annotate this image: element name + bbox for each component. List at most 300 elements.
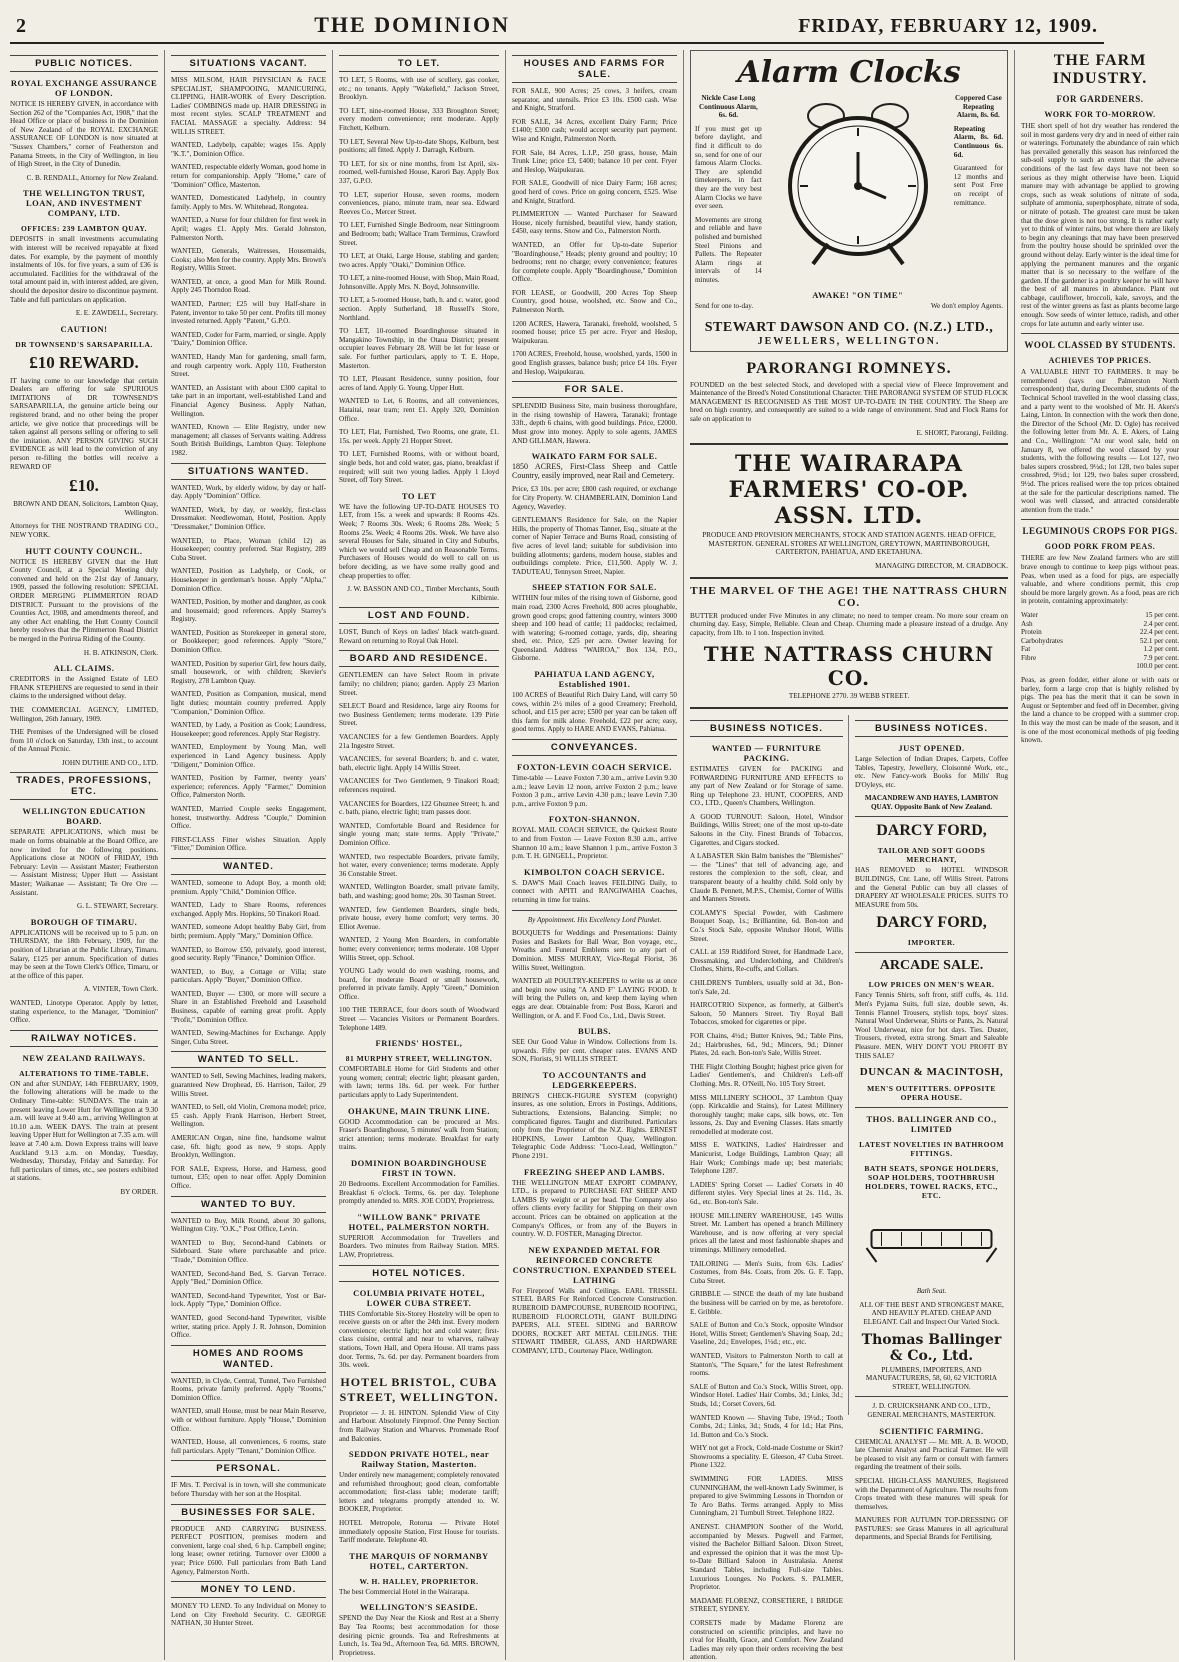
ad-body: MANURES FOR AUTUMN TOP-DRESSING OF PASTURES: see Grass Manures in all agricultural departments, and Special Brands for Fertilising. bbox=[855, 1516, 1008, 1542]
article-body: A VALUABLE HINT TO FARMERS. It may be remembered (says our Palmerston North correspondent) that, during December, students of the Technical School travelled in the wool classing class, and a party went to the woolshed of Mr. H. Akers's Laing, Linton. In connection with the work then done, the Director of the School (Mr. D. Ogle) has received the following letter from Mr. A. E. Akers, of Laing and Co., Wellington: "At our wool sale, held on January 8, we offered the wool classed by your students, with the following results — Lot 127, two bales supers crossbred, 9½d.; lot 128, two bales super crossbred, 9½d.; lot 129, two bales super crossbred, 9½d. The prices realised were the top prices obtained at the sale for the particular descriptions named. The wool was well classed, and attracted considerable attention from the trade." bbox=[1021, 368, 1179, 514]
classified-ad: WANTED, Lady to Share Rooms, references exchanged. Apply Mrs. Hopkins, 50 Tinakori Road. bbox=[171, 901, 326, 918]
alarm-guarantee: Guaranteed for 12 months and sent Post Free on receipt of remittance. bbox=[953, 164, 1003, 207]
divider bbox=[512, 910, 677, 911]
classified-ad: WANTED, Partner; £25 will buy Half-share in Patent, inventor to take 50 per cent. Profits till money invested returned. Apply "Patent," G.P.O. bbox=[171, 300, 326, 326]
classified-ad: 1700 ACRES, Freehold, house, woolshed, yards, 1500 in good English grasses, balance bush; price £4 10s. Fryer and Heslop, Waipukurau. bbox=[512, 350, 677, 376]
classified-ad: TO LET, 5 Rooms, with use of scullery, gas cooker, etc.; no tenants. Apply "Wakefield," Jackson Street, Brooklyn. bbox=[339, 76, 499, 102]
classified-ad: WANTED, Position by superior Girl, few hours daily, small housework, or with children; Skevier's Registry, 278 Lambton Quay. bbox=[171, 659, 326, 685]
section-heading: SITUATIONS VACANT. bbox=[171, 55, 326, 72]
classified-ad: WANTED, Domesticated Ladyhelp, in country family. Apply to Mrs. W. Whitehead, Rongotea. bbox=[171, 194, 326, 211]
classified-ad: FOR SALE, 34 Acres, excellent Dairy Farm; Price £1400; £300 cash; would accept security part payment. Wise and Knight, Palmerston North. bbox=[512, 117, 677, 143]
article-body: THE short spell of hot dry weather has rendered the soil in most gardens very dry and in need of either rain or waterings. Fortunately the abundance of rain which has prevailed generally this season has reinforced the sub-soil supply to such an extent that the adverse conditions of the last few days have not been so serious as they might otherwise have been. Liquid manure may with advantage be applied to growing crops, such as weak solutions of nitrate of soda, sulphate of ammonia, superphosphate, nitrate of soda, or nitrate of potash. The greatest care must be taken that the dose given is not too strong. It is rather early yet to think of winter rains, but where there are likely to begin any cleanings that may have been preserved from the poultry house should be sprinkled over the ground without delay. Early winter is the ideal time for applying the permanent manures and the organic matter that is so necessary to the welfare of the garden. If the gardener is a poultry keeper he will have the best of all manures in abundance. Plant out cabbage, cauliflower, broccoli, kale, savoys, and the rest of the winter greens as fast as plants become large enough. Sow seeds of winter lettuce, radish, and other crops for late autumn and early winter use. bbox=[1021, 122, 1179, 328]
section-heading: SITUATIONS WANTED. bbox=[171, 463, 326, 480]
buy-list bbox=[171, 1217, 326, 1340]
classified-ad: FOR Chains, 4½d.; Butter Knives, 9d.; Table Pins, 2d.; Hairbrushes, 6d., 9d.; Mincers, 9d.; Dinner Plates, 2d. each. Bon-ton's Sale, Willis Street. bbox=[690, 1031, 843, 1058]
ad-signature: JOHN DUTHIE AND CO., LTD. bbox=[61, 758, 158, 767]
alarm-right-text bbox=[954, 94, 1003, 212]
ad-signature: J. W. BASSON AND CO., Timber Merchants, South Kilbirnie. bbox=[347, 585, 499, 602]
classified-ad: YOUNG Lady would do own washing, rooms, and board, for moderate Board or small housework, preferred in private family. Apply "Green," Dominion Office. bbox=[339, 967, 499, 1001]
ad-signature: A. VINTER, Town Clerk. bbox=[83, 985, 158, 994]
section-heading: MONEY TO LEND. bbox=[171, 1581, 326, 1598]
ad-title: THE WELLINGTON TRUST, LOAN, AND INVESTMENT COMPANY, LTD. bbox=[22, 188, 146, 219]
ad-body: MONEY TO LEND. To any Individual on Money to Lend on City Freehold Security. C. GEORGE NATHAN, 30 Hunter Street. bbox=[171, 1602, 326, 1628]
ad-body: IF Mrs. T. Percival is in town, will she communicate before Thursday with her son at the Hospital. bbox=[171, 1481, 326, 1499]
ad-body: THE WELLINGTON MEAT EXPORT COMPANY, LTD., is prepared to PURCHASE FAT SHEEP AND LAMBS By weight or at per head. The Company also offers clients every facility for Shipping on their own account. Prices can be obtained on application at the Company's Offices, or from any of the Buyers in country. W. D. FOSTER, Managing Director. bbox=[512, 1178, 677, 1239]
wairarapa-sign: MANAGING DIRECTOR, M. CRADBOCK. bbox=[875, 561, 1008, 570]
classified-ad: WANTED, Position by Farmer, twenty years' experience; references. Apply "Farmer," Dominion Office, Palmerston North. bbox=[171, 774, 326, 800]
classified-ad: WANTED, to Sell, old Violin, Cremona model; price, £5 cash. Apply Frank Harrison, Herbert Street, Wellington. bbox=[171, 1103, 326, 1129]
alarm-right-price: Coppered Case Repeating Alarm, 8s. 6d. bbox=[954, 94, 1002, 120]
nattrass-name: THE NATTRASS CHURN CO. bbox=[703, 642, 995, 691]
ad-subtitle: IMPORTER. bbox=[907, 938, 956, 948]
ad-title: BULBS. bbox=[578, 1026, 611, 1037]
section-sub: LEGUMINOUS CROPS FOR PIGS. bbox=[1022, 526, 1178, 537]
alarm-clock-icon bbox=[768, 94, 948, 279]
classified-ad: WANTED, Work, by day, or weekly, first-class Dressmaker. Needlewoman, Hotel, Position. Apply "Dressmaker," Dominion Office. bbox=[171, 505, 326, 531]
classified-ad: CORSETS made by Madame Florenz are constructed on scientific principles, and have no rival for Health, Grace, and Comfort. New Zealand Ladies may rely upon their orders receiving the best attention. bbox=[690, 1618, 843, 1662]
classified-ad: THE Flight Clothing Bought; highest price given for Ladies' Gentlemen's, and Children's Left-off Clothing. Mrs. R. O'Neill, No. 105 Tory Street. bbox=[690, 1062, 843, 1088]
classified-ad: WANTED to Buy, Milk Round, about 30 gallons, Wellington City. "O.K.," Post Office, Levin. bbox=[171, 1216, 326, 1234]
analysis-row bbox=[1021, 654, 1179, 663]
section-sub: ACHIEVES TOP PRICES. bbox=[1048, 356, 1152, 366]
classified-ad: WANTED, in Clyde, Central, Tunnel, Two Furnished Rooms, private family preferred. Apply "Rooms," Dominion Office. bbox=[171, 1376, 326, 1402]
bath-seat-caption: Bath Seat. bbox=[916, 1287, 947, 1296]
ad-body: SUPERIOR Accommodation for Travellers and Boarders. Two minutes from Railway Station. MRS. LAW, Proprietress. bbox=[339, 1233, 499, 1259]
ad-body: 1850 ACRES, First-Class Sheep and Cattle Country, easily improved, near Rail and Cemetery. bbox=[512, 462, 677, 480]
masthead bbox=[10, 8, 1104, 44]
alarm-title: Alarm Clocks bbox=[737, 55, 961, 90]
parorangi-sign: E. SHORT, Parorangi, Feilding. bbox=[916, 428, 1008, 437]
classified-ad: WANTED, Second-hand Typewriter, Yost or Bar-lock. Apply "Type," Dominion Office. bbox=[171, 1291, 326, 1309]
ad-body: IT having come to our knowledge that certain Dealers are offering for sale SPURIOUS IMITATIONS of DR TOWNSEND'S SARSAPARILLA, the genuine article being our registered brand, and no other being the proper article, we give notice that proceedings will be taken against all persons selling or offering to sell the imitation. ANY PERSON GIVING SUCH EVIDENCE as will lead to the conviction of any person re-filling the bottles will receive a REWARD OF bbox=[10, 376, 158, 471]
ad-title: PAHIATUA LAND AGENCY, Established 1901. bbox=[534, 669, 655, 690]
section-heading: HOUSES AND FARMS FOR SALE. bbox=[512, 55, 677, 83]
ad-title: WELLINGTON'S SEASIDE. bbox=[359, 1602, 479, 1613]
ad-appointment: By Appointment. His Excellency Lord Plunket. bbox=[527, 915, 662, 924]
classified-ad: FOR SALE, Goodwill of nice Dairy Farm; 168 acres; good herd of cows. Price on going concern, £525. Wise and Knight, Stratford. bbox=[512, 179, 677, 205]
classified-ad: FOR LEASE, or Goodwill, 200 Acres Top Sheep Country, good house, woolshed, etc. Snow and Co., Palmerston North. bbox=[512, 288, 677, 315]
ad-signature: H. B. ATKINSON, Clerk. bbox=[83, 648, 158, 657]
ad-subtitle: BATH SEATS, SPONGE HOLDERS, SOAP HOLDERS, TOOTHBRUSH HOLDERS, TOWEL RACKS, ETC., ETC. bbox=[864, 1164, 999, 1201]
houses-list bbox=[512, 87, 677, 376]
ad-subtitle: 81 MURPHY STREET, WELLINGTON. bbox=[345, 1054, 493, 1064]
ad-signature: G. L. STEWART, Secretary. bbox=[77, 902, 158, 911]
classified-ad: WANTED, Employment by Young Man, well experienced in Land Agency business. Apply "Diligent," Dominion Office. bbox=[171, 743, 326, 769]
ad-body: SEE Our Good Value in Window. Collections from 1s. upwards. Fifty per cent. cheaper rates. EVANS AND SON, Florists, 91 WILLIS STREET. bbox=[512, 1038, 677, 1064]
issue-date: FRIDAY, FEBRUARY 12, 1909. bbox=[798, 15, 1098, 37]
ad-body: GENTLEMAN'S Residence for Sale, on the Napier Hills, the property of Thomas Tanner, Esq., situate at the corner of Napier Terrace and Burns Road, consisting of five acres of level land; suitable for subdivision into building allotments; gardens, modern house, stables and outbuildings complete. Price, £11,500. Apply W. J. TADUTEAU, Tennyson Street, Napier. bbox=[512, 516, 677, 576]
ad-title: HOTEL BRISTOL, CUBA STREET, WELLINGTON. bbox=[339, 1374, 499, 1404]
classified-ad: TO LET, nine-roomed House, 333 Broughton Street; every modern convenience; rent moderate. Apply Fitchett, Kelburn. bbox=[339, 106, 499, 132]
analysis-value: 2.4 per cent. bbox=[1143, 619, 1179, 628]
ad-body: Attorneys for THE NOSTRAND TRADING CO., NEW YORK. bbox=[10, 522, 158, 539]
classified-ad: GRIBBLE — SINCE the death of my late husband the business will be carried on by me, as heretofore. E. Gribble. bbox=[690, 1290, 843, 1316]
ad-title: WELLINGTON EDUCATION BOARD. bbox=[22, 806, 146, 827]
alarm-left-price: Nickle Case Long Continuous Alarm, 6s. 6d. bbox=[699, 94, 758, 120]
ad-body: MACANDREW AND HAYES, LAMBTON QUAY. Opposite Bank of New Zealand. bbox=[864, 794, 999, 811]
ad-body: CREDITORS in the Assigned Estate of LEO FRANK STEPHENS are requested to send in their claims to the undersigned without delay. bbox=[10, 675, 158, 701]
classified-ad: WANTED, Position as Storekeeper in general store, or Bookkeeper; good references. Apply "Store," Dominion Office. bbox=[171, 628, 326, 655]
divider bbox=[1021, 519, 1179, 520]
ad-subtitle: LATEST NOVELTIES IN BATHROOM FITTINGS. bbox=[859, 1140, 1004, 1159]
reward-heading: £10 REWARD. bbox=[29, 352, 139, 372]
ad-title: "WILLOW BANK" PRIVATE HOTEL, PALMERSTON NORTH. bbox=[348, 1211, 490, 1232]
alarm-send: Send for one to-day. bbox=[695, 302, 754, 310]
alarm-clocks-ad bbox=[690, 50, 1008, 352]
classified-ad: WANTED, an Offer for Up-to-date Superior "Boardinghouse," Heads; plenty ground and poultry; 10 bedrooms; rent no charge; every convenience; features for complete couple. Apply "Boardinghouse," Dominion Office. bbox=[512, 240, 677, 284]
ad-title: ROYAL EXCHANGE ASSURANCE OF LONDON. bbox=[10, 78, 158, 98]
classified-ad: WANTED, House, all conveniences, 6 rooms, state full particulars. Apply "Tenant," Dominion Office. bbox=[171, 1438, 326, 1455]
classified-ad: TO LET, a 5-roomed House, bath, h. and c. water, good section. Apply Sutherland, 18 Russell's Store, Northland. bbox=[339, 296, 499, 322]
classified-ad: TO LET, for six or nine months, from 1st April, six-roomed, well-furnished House, Karori Bay. Apply Box 337, G.P.O. bbox=[339, 159, 499, 185]
analysis-value: 1.2 per cent. bbox=[1143, 645, 1179, 654]
section-heading: HOMES AND ROOMS WANTED. bbox=[171, 1345, 326, 1373]
ad-title: HUTT COUNTY COUNCIL. bbox=[25, 545, 143, 556]
ad-body: WITHIN four miles of the rising town of Gisborne, good main road, 2300 Acres Freehold, 800 acres ploughable, grown good crops; good fattening country, winters 3000 sheep and 100 head of cattle; 11 paddocks; reclaimed, with watering; 6-roomed cottage, yards, dip, shearing shed, etc. Price, £25 per acre. Owner leaving for Queensland. Address "WAIROA," Box 134, P.O., Gisborne. bbox=[512, 594, 677, 663]
arcade-title: ARCADE SALE. bbox=[879, 958, 984, 974]
classified-ad: TO LET, Flat, Furnished, Two Rooms, one grate, £1. 15s. per week. Apply 21 Hopper Street. bbox=[339, 428, 499, 445]
section-sub: WOOL CLASSED BY STUDENTS. bbox=[1024, 340, 1176, 351]
classified-ad: WANTED, Handy Man for gardening, small farm, and rough carpentry work. Apply 110, Featherston Street. bbox=[171, 353, 326, 379]
classified-ad: SALE of Button and Co.'s Stock, Willis Street, opp. Windsor Hotel. Ladies' Hair Combs, 3d.; Links, 3d.; Studs, 1d.; Corset Covers, 6d. bbox=[690, 1382, 843, 1408]
analysis-item: Fibre bbox=[1021, 653, 1037, 662]
divider bbox=[855, 1107, 1008, 1108]
article-body: THERE are few New Zealand farmers who are still brave enough to continue to keep pigs without peas. Peas, when used as a food for pigs, are especially valuable, and where conditions permit, this crop should be more largely grown. As a food, peas are rich in protein, containing approximately: bbox=[1021, 554, 1179, 606]
analysis-row bbox=[1021, 620, 1179, 629]
ad-subtitle: TAILOR AND SOFT GOODS MERCHANT, bbox=[877, 846, 986, 865]
section-heading: PERSONAL. bbox=[171, 1460, 326, 1477]
column-5 bbox=[690, 715, 849, 1662]
column-4 bbox=[512, 50, 684, 1660]
analysis-item: Ash bbox=[1021, 619, 1033, 628]
classified-ad: WANTED, someone Adopt healthy Baby Girl, from birth; premium. Apply "Mary," Dominion Office. bbox=[171, 923, 326, 940]
classified-ad: WANTED, Known — Elite Registry, under new management; all classes of Servants waiting. Address South British Buildings, Lambton Quay. Telephone 1982. bbox=[171, 423, 326, 457]
column-7 bbox=[1021, 50, 1179, 1660]
ad-title: JUST OPENED. bbox=[898, 742, 965, 753]
ad-body: NOTICE IS HEREBY GIVEN, in accordance with Section 262 of the "Companies Act, 1908," that the Head Office or place of business in the Dominion of New Zealand of the ROYAL EXCHANGE ASSURANCE OF LONDON is now situated at "Sussex Chambers," corner of Featherston and Panama Streets, in the City of Wellington, in lieu of High Street, in the City of Dunedin. bbox=[10, 100, 158, 169]
nattrass-body: BUTTER produced under Five Minutes in any climate; no need to temper cream. No more sour cream on churning day. Easy, Simple, Reliable. Clean and Cheap. Churning made a pleasure instead of a drudge. Any capacity, from 1lb. to 1 ton. Inspection invited. bbox=[690, 611, 1008, 637]
analysis-item: Carbohydrates bbox=[1021, 636, 1063, 645]
ad-body: J. D. CRUICKSHANK AND CO., LTD., GENERAL MERCHANTS, MASTERTON. bbox=[867, 1402, 996, 1419]
classified-ad: LADIES' Spring Corset — Ladies' Corsets in 40 different styles. Very Special lines at 2s. 11d., 3s. 6d., etc. Bon-ton's Sale. bbox=[690, 1180, 843, 1207]
column-wide bbox=[690, 50, 1015, 1660]
page-number: 2 bbox=[16, 15, 26, 37]
ad-subtitle: LOW PRICES ON MEN'S WEAR. bbox=[868, 980, 995, 990]
ad-body: S. DAW'S Mail Coach leaves FEILDING Daily, to connect with APITI and RANGIWAHIA Coaches, returning in time for trains. bbox=[512, 878, 677, 904]
section-heading: BUSINESSES FOR SALE. bbox=[171, 1504, 326, 1521]
ad-body: COMFORTABLE Home for Girl Students and other young women; central; electric light; pleasant garden, with lawn; terms 18s. 6d. per week. For further particulars apply to Lady Superintendent. bbox=[339, 1065, 499, 1100]
farm-title: THE FARM INDUSTRY. bbox=[1052, 52, 1148, 87]
ad-body: ROYAL MAIL COACH SERVICE, the Quickest Route to and from Foxton — Leave Foxton 8.30 a.m., arrive Shannon 10 a.m.; leave Shannon 1 p.m., arrive Foxton 3 p.m. T. H. GINGELL, Proprietor. bbox=[512, 826, 677, 861]
ad-body: Fancy Tennis Shirts, soft front, stiff cuffs, 4s. 11d. Men's Pyjama Suits, full size, double sewn, 4s. Tennis Flannel Trousers, stylish tops, boys' sizes. Natural Wool Underwear, Shirts or Pants, 2s. Natural Wool Underwear, nice for hot days. Ties. Duster, Trousers, riveted, extra strong. Smart and Saleable Pleasure. MEN, WHY DON'T YOU PROFIT BY THIS SALE? bbox=[855, 991, 1008, 1060]
ad-body: HOTEL Metropole, Rotorua — Private Hotel immediately opposite Station, First House for tourists. Tariff moderate. Telephone 40. bbox=[339, 1519, 499, 1545]
classified-ad: MADAME FLORENZ, CORSETIERE, 1 BRIDGE STREET, SYDNEY. bbox=[690, 1596, 843, 1614]
section-sub: GOOD PORK FROM PEAS. bbox=[1044, 542, 1156, 552]
ad-signature: THE COMMERCIAL AGENCY, LIMITED, Wellington, 26th January, 1909. bbox=[10, 705, 158, 723]
ad-body: WANTED, Linotype Operator. Apply by letter, stating experience, to the Manager, "Dominion" Office. bbox=[10, 998, 158, 1025]
classified-ad: WANTED, a Nurse for four children for first week in April; wages £1. Apply Mrs. Gerald Johnston, Palmerston North. bbox=[171, 216, 326, 242]
classified-ad: WANTED, to Buy, a Cottage or Villa; state particulars. Apply "Buyer," Dominion Office. bbox=[171, 967, 326, 985]
classified-ad: WANTED, someone to Adopt Boy, a month old; premium. Apply "Child," Dominion Office. bbox=[171, 878, 326, 896]
section-heading: HOTEL NOTICES. bbox=[339, 1265, 499, 1282]
divider bbox=[690, 443, 1008, 445]
ad-title: TO LET bbox=[401, 490, 437, 501]
classified-ad: FOR SALE, Express, Horse, and Harness, good turnout, £35; open to near offer. Apply Dominion Office. bbox=[171, 1164, 326, 1190]
ad-subtitle: W. H. HALLEY, PROPRIETOR. bbox=[359, 1576, 479, 1586]
classified-ad: SWIMMING FOR LADIES. MISS CUNNINGHAM, the well-known Lady Swimmer, is prepared to give Swimming Lessons in Thorndon or Te Aro Baths. Terms arranged. Apply to Miss Cunningham, 21 Turnbull Street. Telephone 1822. bbox=[690, 1475, 843, 1518]
ad-body: Large Selection of Indian Drapes, Carpets, Coffee Tables, Tapestry, Jewellery, Cloisonné Work, etc., etc. New Fancy-work Books for Mills' Rug D'Oyleys, etc. bbox=[855, 754, 1008, 789]
ad-body: The best Commercial Hotel in the Wairarapa. bbox=[339, 1587, 470, 1596]
classified-ad: COLAMY'S Special Powder, with Cashmere Bouquet Soap, 1s.; Brilliantine, 6d. Bon-ton and Co.'s Stock Sale, opposite Windsor Hotel, Willis Street. bbox=[690, 908, 843, 943]
analysis-row bbox=[1021, 637, 1179, 646]
classified-ad: WANTED, small House, must be near Main Reserve, with or without furniture. Apply "House," Dominion Office. bbox=[171, 1407, 326, 1433]
ad-body: APPLICATIONS will be received up to 5 p.m. on THURSDAY, the 18th February, 1909, for the position of Librarian at the Public Library, Timaru. Salary, £125 per annum. Specification of duties may be seen at the Town Clerk's Office, Timaru, or at the office of this paper. bbox=[10, 928, 158, 980]
classified-ad: TO LET, superior House, seven rooms, modern conveniences, piano, minute tram, near sea. Edward Reeves Co., Mercer Street. bbox=[339, 190, 499, 216]
alarm-clock-image bbox=[768, 94, 948, 302]
ad-body: 100 ACRES of Beautiful Rich Dairy Land, will carry 50 cows, within 2½ miles of a good Creamery; Freehold, school, and £15 per acre; £500 per year can be taken off this farm for milk alone. Freehold, £22 per acre; easy, good terms. Apply to HARE AND EVANS, Pahiatua. bbox=[512, 691, 677, 734]
classified-ad: WANTED, Visitors to Palmerston North to call at Stanton's, "The Square," for the latest Refreshment rooms. bbox=[690, 1351, 843, 1378]
classified-ad: WANTED, Sewing-Machines for Exchange. Apply Singer, Cuba Street. bbox=[171, 1029, 326, 1046]
ad-body: SEPARATE APPLICATIONS, which must be made on forms obtainable at the Board Office, are now invited for the following positions. Applications close at NOON of FRIDAY, 19th February: Levin — Assistant Master; Featherston — Assistant Mistress; Upper Hutt — Assistant Master; Waikanae — Assistant; Te Ore Ore — Assistant. bbox=[10, 828, 158, 897]
ad-body: WANTED all POULTRY-KEEPERS to write us at once and begin now using "A AND F" LAYING FOOD. It will bring the Pullets on, and keep them laying when eggs are dear. Obtainable from: Post Boss, Karori and Wellington, or A. and F. Food Co., Ltd., Davis Street. bbox=[512, 977, 677, 1020]
ad-title: DOMINION BOARDINGHOUSE FIRST IN TOWN. bbox=[351, 1158, 487, 1178]
alarm-footer bbox=[695, 302, 1003, 316]
ad-body: WE have the following UP-TO-DATE HOUSES TO LET, from 15s. a week and upwards: 8 Rooms 42s. Week; 7 Rooms 30s. Week; 6 Rooms 28s. Week; 5 Rooms 25s. Week; 4 Rooms 20s. Week. We have also several Houses for Sale, situated in City and Suburbs, which we would sell Cheap and on Reasonable Terms. Purchasers of Houses would do well to call on us before deciding, as we have some really good and cheap properties to offer. bbox=[339, 502, 499, 580]
parorangi-title: PARORANGI ROMNEYS. bbox=[746, 359, 952, 377]
parorangi-body: FOUNDED on the best selected Stock, and developed with a special view of Fleece Improvement and Maintenance of the Breed's Noted Constitutional Character. THE PARORANGI SYSTEM OF STUD FLOCK MANAGEMENT IS RECOGNISED AS THE MOST UP-TO-DATE IN THE COUNTRY. The Sheep are bred on high country, and consequently are suited to a wide range of environment. Stud and Flock Rams for sale on application to bbox=[690, 380, 1008, 423]
columns bbox=[10, 50, 1179, 1662]
classified-ad: VACANCIES for Two Gentlemen, 9 Tinakori Road; references required. bbox=[339, 777, 499, 794]
divider bbox=[690, 577, 1008, 579]
ad-title: SCIENTIFIC FARMING. bbox=[879, 1425, 984, 1436]
classified-ad: ANENST. CHAMPION Soother of the World, accompanied by Messrs. Pugwell and Farmer, visited the Bachelor Billiard Saloon. Dixon Street, and expressed the opinion that it was the most Up-to-Date Billiard Saloon in Australasia. Anenst Standard Tables, including Full-size Tables. Luxurious Lounges. No Pockets. S. PALMER, Proprietor. bbox=[690, 1523, 843, 1592]
classified-ad: WANTED, Work, by elderly widow, by day or half-day. Apply "Dominion" Office. bbox=[171, 483, 326, 501]
divider bbox=[855, 952, 1008, 953]
ad-body: For Fireproof Walls and Ceilings. EARL TRISSEL STEEL BARS For Reinforced Concrete Construction. RUBEROID DAMPCOURSE, RUBEROID ROOFING, RUBEROID FLOORCLOTH, GIANT BUILDING PAPERS, ALL STEEL SIDING and BARROW DOORS, ROCKET ART METAL CEILINGS. THE STEWART TIMBER, GLASS, AND HARDWARE COMPANY, LTD., Courtenay Place, Wellington. bbox=[512, 1286, 677, 1355]
classified-ad: TO LET, 10-roomed Boardinghouse situated in Mangakino Township, in the Otaua District; present occupier leaves February 28. Will be let for lease or sale. For further particulars, apply to T. E. Hope, Masterton. bbox=[339, 327, 499, 370]
classified-ad: WANTED, Buyer — £300, or more will secure a Share in an Established Freehold and Leasehold Business, capable of earning great profit. Apply "Profit," Dominion Office. bbox=[171, 989, 326, 1024]
classified-ad: TO LET, Furnished Single Bedroom, near Sittingroom and Bedroom; bath; Wallace Tram Terminus, Crawford Street. bbox=[339, 221, 499, 247]
ad-title: WANTED — FURNITURE PACKING. bbox=[711, 742, 822, 763]
ad-body: SPLENDID Business Site, main business thoroughfare, in the rising township of Hawera, Taranaki; frontage 33ft., depth 6 chains, with good buildings. Price, £2000. Must grow into money. Apply to sole agents, JAMES AND GILLMAN, Hawera. bbox=[512, 402, 677, 445]
ad-subtitle: MEN'S OUTFITTERS. OPPOSITE OPERA HOUSE. bbox=[867, 1084, 996, 1103]
ad-body: THIS Comfortable Six-Storey Hostelry will be open to receive guests on or after the 24th inst. Every modern convenience; electric light; hot and cold water; first-class cuisine, central and near to wharves, railway stations, Town Hall, and Opera House. All trams pass door. Terms, 7s. 6d. per day. Permanent boarders from 30s. week. bbox=[339, 1309, 499, 1370]
classified-ad: WHY not get a Frock, Cold-made Costume or Skirt? Showrooms a speciality. E. Gleeson, 47 Cuba Street. Phone 1322. bbox=[690, 1444, 843, 1470]
ad-title: SEDDON PRIVATE HOTEL, near Railway Station, Masterton. bbox=[348, 1449, 490, 1470]
classified-ad: WANTED, two respectable Boarders, private family, hot water, every convenience; terms moderate. Apply 36 Constable Street. bbox=[339, 852, 499, 878]
wanted-list bbox=[171, 484, 326, 853]
classified-ad: AMERICAN Organ, nine fine, handsome walnut case, 6ft. high; good as new, 9 stops. Apply Brooklyn, Wellington. bbox=[171, 1134, 326, 1160]
section-heading: WANTED TO BUY. bbox=[171, 1196, 326, 1213]
analysis-row bbox=[1021, 628, 1179, 637]
bath-seat-icon bbox=[855, 1202, 1008, 1282]
classified-ad: WANTED, respectable elderly Woman, good home in return for companionship. Apply "Home," care of "Dominion" Office, Masterton. bbox=[171, 163, 326, 189]
ad-body: CHEMICAL ANALYST — Mr. MR. A. B. WOOD, late Chemist Analyst and Practical Farmer. He will be pleased to visit any farm or consult with farmers regarding the treatment of their soils. bbox=[855, 1437, 1008, 1472]
ad-title: NEW ZEALAND RAILWAYS. bbox=[22, 1052, 146, 1063]
classified-ad: WANTED, Married Couple seeks Engagement, honest, trustworthy. Address "Couple," Dominion Office. bbox=[171, 804, 326, 831]
article-body: Peas, as green fodder, either alone or with oats or barley, form a large crop that is highly relished by pigs. The pea has the merit that it can be sown in August or September and feed off in December, giving the land a chance to be cropped with a summer crop. In this way the most can be made of the season, and it is one of the most economical methods of pig feeding known. bbox=[1021, 676, 1179, 745]
ad-body: ON and after SUNDAY, 14th FEBRUARY, 1909, the following alterations will be made to the Ordinary Time-table: SUNDAYS. The train at present leaving Lower Hutt for Wellington at 9.30 a.m. will leave at 9.40 a.m., arriving Wellington at 10.10 a.m. WEEK DAYS. The train at present leaving Upper Hutt for Wellington at 7.35 a.m. will leave at 7.40 a.m. Down Express trains will leave Auckland 9.13 a.m. on Monday, Tuesday, Wednesday, Thursday, Friday and Saturday. For full particulars of times, etc., see posters exhibited at stations. bbox=[10, 1079, 158, 1183]
classified-ad: TO LET, at Otaki, Large House, stabling and garden; two acres. Apply "Otaki," Dominion Office. bbox=[339, 252, 499, 269]
alarm-agents: We don't employ Agents. bbox=[930, 302, 1003, 310]
classified-ad: WANTED to Sell, Sewing Machines, leading makers, guaranteed New Drophead, £6. Harrison, Tailor, 29 Willis Street. bbox=[171, 1072, 326, 1098]
analysis-value: 22.4 per cent. bbox=[1139, 628, 1179, 637]
classified-ad: WANTED, by Lady, a Position as Cook; Laundress, Housekeeper; good references. Apply Star Registry. bbox=[171, 721, 326, 738]
section-heading: TO LET. bbox=[339, 55, 499, 72]
ad-title: COLUMBIA PRIVATE HOTEL, LOWER CUBA STREET. bbox=[353, 1287, 485, 1308]
section-heading: TRADES, PROFESSIONS, ETC. bbox=[10, 772, 158, 800]
ad-body: Under entirely new management; completely renovated and refurnished throughout; good clean, comfortable accommodation; first-class table; moderate tariff; letters and telegrams promptly attended to. W. BOOKER, Proprietor. bbox=[339, 1471, 499, 1514]
analysis-value: 15 per cent. bbox=[1145, 610, 1179, 619]
classified-ad: VACANCIES for Boarders, 122 Ghuznee Street; h. and c. bath, piano, electric light; tram passes door. bbox=[339, 799, 499, 817]
classified-ad: TO LET, Pleasant Residence, sunny position, four acres of land. Apply G. Young, Upper Hutt. bbox=[339, 375, 499, 392]
classified-ad: WANTED, Position as Ladyhelp, or Cook, or Housekeeper in gentleman's house. Apply "Alpha," Dominion Office. bbox=[171, 567, 326, 593]
ad-signature: BY ORDER. bbox=[120, 1187, 158, 1196]
section-sub: WORK FOR TO-MORROW. bbox=[1044, 110, 1156, 119]
classified-ad: 1200 ACRES, Hawera, Taranaki, freehold, woolshed, 5 roomed house; price £5 per acre. Fryer and Heslop, Waipukurau. bbox=[512, 319, 677, 345]
classified-ad: TO LET, Furnished Rooms, with or without board, single beds, hot and cold water, gas, piano, breakfast if required; will suit two young ladies. Apply 1 Lloyd Street, off Tory Street. bbox=[339, 450, 499, 485]
analysis-item: Fat bbox=[1021, 645, 1031, 654]
ad-title: THE MARQUIS OF NORMANBY HOTEL, CARTERTON. bbox=[349, 1550, 489, 1571]
ballinger-name: Thomas Ballinger & Co., Ltd. bbox=[861, 1331, 1002, 1364]
section-heading: PUBLIC NOTICES. bbox=[10, 55, 158, 72]
alarm-firm-sub: JEWELLERS, WELLINGTON. bbox=[757, 335, 941, 347]
sell-list bbox=[171, 1072, 326, 1190]
classified-ad: GENTLEMEN can have Select Room in private family; no children; piano; garden. Apply 23 Marion Street. bbox=[339, 671, 499, 697]
ad-title: SHEEP STATION FOR SALE. bbox=[532, 582, 657, 593]
section-sub: FOR GARDENERS. bbox=[1056, 94, 1144, 104]
ad-title: FRIENDS' HOSTEL, bbox=[375, 1038, 463, 1049]
alarm-body bbox=[695, 94, 1003, 302]
classified-ad: WANTED, Ladybelp, capable; wages 15s. Apply "K.T.", Dominion Office. bbox=[171, 141, 326, 158]
ad-title: WAIKATO FARM FOR SALE. bbox=[531, 451, 658, 462]
section-heading: BOARD AND RESIDENCE. bbox=[339, 650, 499, 667]
classified-ad: TAILORING — Men's Suits, from 63s. Ladies' Costumes, from 84s. Coats, from 20s. G. F. Tapp, Cuba Street. bbox=[690, 1259, 843, 1285]
darcy-title-2: DARCY FORD, bbox=[876, 914, 987, 932]
ad-body: Proprietor — J. H. HINTON. Splendid View of City and Harbour. Absolutely Fireproof. One Penny Section from Railway Station and Wharves. Promenade Roof and Balconies. bbox=[339, 1408, 499, 1443]
classified-ad: VACANCIES, for several Boarders; h. and c. water, bath, electric light. Apply 14 Willis Street. bbox=[339, 755, 499, 772]
ad-body: ALL OF THE BEST AND STRONGEST MAKE, AND HEAVILY PLATED. CHEAP AND ELEGANT. Call and Inspect Our Varied Stock. bbox=[859, 1300, 1004, 1326]
section-heading: WANTED. bbox=[171, 858, 326, 875]
section-heading: BUSINESS NOTICES. bbox=[855, 720, 1008, 737]
ad-body: LOST, Bunch of Keys on ladies' black watch-guard. Reward on returning to Royal Oak Hotel. bbox=[339, 628, 499, 645]
ad-title: ALL CLAIMS. bbox=[53, 663, 115, 674]
ad-title: FOXTON-SHANNON. bbox=[548, 814, 641, 825]
wairarapa-body: PRODUCE AND PROVISION MERCHANTS, STOCK AND STATION AGENTS. HEAD OFFICE, MASTERTON. GENERAL STORES AT WELLINGTON, GREYTOWN, MARTINBOROUGH, CARTERTON, PAHIATUA, AND EKETAHUNA. bbox=[702, 531, 996, 557]
classified-ad: ESTIMATES GIVEN for PACKING and FORWARDING FURNITURE AND EFFECTS to any part of New Zealand or for Storage of same. Ring up Telephone 23. HUNT, COOPERS, AND CO., LTD., Queen's Chambers, Wellington. bbox=[690, 764, 843, 808]
ad-title: FOXTON-LEVIN COACH SERVICE. bbox=[517, 762, 672, 773]
ad-title: CAUTION! bbox=[60, 323, 108, 334]
classified-ad: WANTED, an Assistant with about £300 capital to take part in an important, well-established Land and Financial Agency Business. Apply Nathan, Wellington. bbox=[171, 383, 326, 418]
classified-ad: WANTED, Coder for Farm, married, or single. Apply "Dairy," Dominion Office. bbox=[171, 330, 326, 348]
divider bbox=[1021, 333, 1179, 334]
classified-ad: WANTED Known — Shaving Tube, 19½d.; Tooth Combs, 2d.; Links, 3d.; Studs, 4 for 1d.; Hat Pins, 1d. Button and Co.'s Stock. bbox=[690, 1413, 843, 1439]
alarm-left-text bbox=[695, 94, 762, 289]
classified-ad: WANTED, Wellington Boarder, small private family, bath, and washing; good home; 20s. 30 Tasman Street. bbox=[339, 883, 499, 900]
divider bbox=[855, 816, 1008, 817]
ad-body: GOOD Accommodation can be procured at Mrs. Fraser's Boardinghouse, 5 minutes' walk from Station; strict attention; terms moderate. Breakfast for early trains. bbox=[339, 1117, 499, 1152]
wairarapa-title: THE WAIRARAPA FARMERS' CO-OP. ASSN. LTD. bbox=[728, 451, 970, 530]
ad-body: Price, £3 10s. per acre; £800 cash required, or exchange for City Property. W. CHAMBERLAIN, Dominion Land Agency, Waverley. bbox=[512, 485, 677, 511]
ad-title: OHAKUNE, MAIN TRUNK LINE. bbox=[348, 1105, 490, 1116]
classified-ad: WANTED, Position, by mother and daughter, as cook and housemaid; good references. Apply Starrey's Registry. bbox=[171, 598, 326, 624]
classified-ad: SALE of Button and Co.'s Stock, opposite Windsor Hotel, Willis Street; Gentlemen's Shaving Soap, 2d.; Vaseline, 2d.; Envelopes, 1½d.; etc., etc. bbox=[690, 1321, 843, 1347]
analysis-value: 7.9 per cent. bbox=[1143, 653, 1179, 662]
ad-body: PLUMBERS, IMPORTERS, AND MANUFACTURERS, 58, 60, 62 VICTORIA STREET, WELLINGTON. bbox=[865, 1365, 998, 1391]
classified-ad: TO LET, Several New Up-to-date Shops, Kelburn, best positions; all fitted. Apply J. Darragh, Kelburn. bbox=[339, 137, 499, 155]
ad-body: HAS REMOVED to HOTEL WINDSOR BUILDINGS, Cnr. Lane, off Willis Street. Patrons and the General Public can buy all classes of DRAPERY AT WHOLESALE PRICES. SUITS TO MEASURE from 50s. bbox=[855, 866, 1008, 909]
column-6 bbox=[855, 715, 1008, 1542]
alarm-firm: STEWART DAWSON AND CO. (N.Z.) LTD., bbox=[704, 319, 994, 335]
ad-body: BRING'S CHECK-FIGURE SYSTEM (copyright) insures, as one solution, Errors in Postings, Additions, Subtractions, Extensions, Balancing. Simple; no complicated figures. Taught and distributed. Particulars only from the Proprietor of the N.Z. Rights. ERNEST HOPKINS, Lower Lambton Quay, Wellington. Telegraphic Code Address: "Loco-Lead, Wellington." Phone 2191. bbox=[512, 1091, 677, 1161]
classified-ad: HAIRCOTRIO Sixpence, as formerly, at Gilbert's Saloon, 50 Manners Street. Try Royal Ball Tobaccos, smoked for cigarettes or pipe. bbox=[690, 1001, 843, 1027]
classified-ad: WANTED, good Second-hand Typewriter, visible writer, stating price. Apply J. R. Johnson, Dominion Office. bbox=[171, 1313, 326, 1340]
ad-title: TO ACCOUNTANTS and LEDGERKEEPERS. bbox=[542, 1069, 647, 1090]
analysis-item: Water bbox=[1021, 610, 1038, 619]
ad-title: BOROUGH OF TIMARU. bbox=[30, 916, 138, 927]
reward-amount: £10. bbox=[69, 476, 99, 496]
classified-ad: A LABASTER Skin Balm banishes the "Blemishes" — the "Lines" that tell of advancing age, and restores the complexion to the soft, clear, and transparent beauty of a healthy child. Sold only by Claude B. Pennett, M.P.S., Chemist, Corner of Willis and Manners Streets. bbox=[690, 852, 843, 904]
ad-body: SPECIAL HIGH-CLASS MANURES, Registered with the Department of Agriculture. The results from Crops treated with these manures will speak for themselves. bbox=[855, 1476, 1008, 1511]
classified-ad: TO LET, a nine-roomed House, with Shop, Main Road, Johnsonville. Apply Mrs. N. Boyd, Johnsonville. bbox=[339, 274, 499, 291]
classified-ad: 100 THE TERRACE, four doors south of Woodward Street — Vacancies Visitors or Permanent Boarders. Telephone 1489. bbox=[339, 1006, 499, 1032]
analysis-row bbox=[1021, 645, 1179, 654]
classified-ad: FOR SALE, 900 Acres; 25 cows, 3 heifers, cream separator, and utensils. Price £3 10s. £500 cash. Wise and Knight, Stratford. bbox=[512, 87, 677, 113]
darcy-title: DARCY FORD, bbox=[876, 822, 987, 840]
classified-ad: WANTED, Position as Companion, musical, mend light duties; mountain country preferred. Apply "Companion," Dominion Office. bbox=[171, 690, 326, 716]
ad-body: PRODUCE AND CARRYING BUSINESS. PERFECT POSITION, premises modern and convenient, large coal shed, 6 h.p. Campbell engine; long lease; owner retiring. Turnover over £3000 a year; Price £600. Full particulars from Bath Land Agency, Palmerston North. bbox=[171, 1524, 326, 1576]
analysis-item: Protein bbox=[1021, 628, 1042, 637]
ad-signature: E. E. ZAWDELL, Secretary. bbox=[75, 309, 158, 318]
classified-ad: MISS MILLINERY SCHOOL, 37 Lambton Quay (opp. Kirkcaldie and Stains), for Latest Millinery thoroughly taught; make caps, silk bows, etc. Ten lessons, 2s. Day and Evening Classes. Hats smartly remodelled at moderate cost. bbox=[690, 1093, 843, 1136]
ad-title: DUNCAN & MACINTOSH, bbox=[859, 1066, 1004, 1079]
ad-signature: BROWN AND DEAN, Solicitors, Lambton Quay, Wellington. bbox=[13, 500, 158, 517]
alarm-movements: Movements are strong and reliable and have polished and burnished Steel Pinions and Pallets. The Repeater Alarm rings at intervals of 14 minutes. bbox=[695, 215, 762, 284]
analysis-table bbox=[1021, 611, 1179, 663]
classified-ad: WANTED, 2 Young Men Boarders, in comfortable home; every convenience; terms moderate. 108 Upper Willis Street, opp. School. bbox=[339, 936, 499, 962]
classified-ad: WANTED, Comfortable Board and Residence for single young man; state terms. Apply "Private," Dominion Office. bbox=[339, 821, 499, 847]
classified-ad: PLIMMERTON — Wanted Purchaser for Seaward House, nicely furnished, beautiful view, handy station, £450, easy terms. Snow and Co., Palmerston North. bbox=[512, 210, 677, 236]
classified-ad: WANTED, few Gentlemen Boarders, single beds, private house, every home comfort; very terms. 30 Elliot Avenue. bbox=[339, 905, 499, 931]
column-3 bbox=[339, 50, 506, 1660]
classified-ad: HOUSE MILLINERY WAREHOUSE, 145 Willis Street. Mr. Lambert has opened a branch Millinery Warehouse, and is now offering at very special prices all the latest and most fashionable shapes and trimmings. Millinery remodelled. bbox=[690, 1211, 843, 1254]
classified-ad: CALL at 159 Riddiford Street, for Handmade Lace, Dressmaking, and Underclothing, and Children's Clothes, Shirts, Re-cuffs, and Collars. bbox=[690, 948, 843, 974]
ad-subtitle: ALTERATIONS TO TIME-TABLE. bbox=[19, 1068, 149, 1078]
classified-ad: CHILDREN'S Tumblers, usually sold at 3d., Bon-ton's Sale, 2d. bbox=[690, 978, 843, 996]
ad-body: NOTICE IS HEREBY GIVEN that the Hutt County Council, at a Special Meeting duly convened and held on the 21st day of January, 1909, passed the following resolution: SPECIAL ORDER MERGING PLIMMERTON ROAD DISTRICT. Pursuant to the provisions of the Counties Act, 1908, and amendments thereof, and any other Act enabling, the Hutt County Council hereby resolves that the Plimmerton Road District be merged in the Porirua Riding of the County. bbox=[10, 557, 158, 643]
ad-title: THOS. BALLINGER AND CO., LIMITED bbox=[866, 1114, 997, 1135]
classified-ad: FOR Sale, 84 Acres, L.I.P., 250 grass, house, Main Trunk Line; price £3, £400; balance 10 per cent. Fryer and Heslop, Waipukurau. bbox=[512, 148, 677, 174]
ad-body: Time-table — Leave Foxton 7.30 a.m., arrive Levin 9.30 a.m.; leave Levin 12 noon, arrive Foxton 2 p.m.; leave Foxton 3 p.m., arrive Levin 4.30 p.m.; leave Levin 7.30 p.m., arrive Foxton 9 p.m. bbox=[512, 774, 677, 808]
ad-subtitle: OFFICES: 239 LAMBTON QUAY. bbox=[20, 224, 148, 234]
section-heading: FOR SALE. bbox=[512, 381, 677, 398]
paper-name: THE DOMINION bbox=[314, 12, 510, 37]
column-1 bbox=[10, 50, 165, 1660]
ad-title: NEW EXPANDED METAL FOR REINFORCED CONCRETE CONSTRUCTION. EXPANDED STEEL LATHING bbox=[512, 1244, 677, 1285]
ad-signature: C. B. RENDALL, Attorney for New Zealand. bbox=[26, 173, 158, 182]
section-heading: CONVEYANCES. bbox=[512, 739, 677, 756]
section-heading: WANTED TO SELL. bbox=[171, 1051, 326, 1068]
classified-ad: VACANCIES for a few Gentlemen Boarders. Apply 21a Ingestre Street. bbox=[339, 733, 499, 750]
analysis-total: 100.0 per cent. bbox=[1136, 662, 1179, 671]
classified-ad: WANTED, Generals, Waitresses, Housemaids, Cooks; also Men for the country. Apply Mrs. Brown's Registry, Willis Street. bbox=[171, 247, 326, 273]
ad-title: KIMBOLTON COACH SERVICE. bbox=[524, 866, 665, 877]
section-heading: BUSINESS NOTICES. bbox=[690, 720, 843, 737]
nattrass-marvel: THE MARVEL OF THE AGE! THE NATTRASS CHURN CO. bbox=[690, 584, 1008, 609]
ad-body: 20 Bedrooms. Excellent Accommodation for Families. Breakfast 6 o'clock. Terms, 6s. per day. Telephone promptly attended to. MRS. JOE CODY, Proprietress. bbox=[339, 1180, 499, 1206]
classified-ad: MISS E. WATKINS, Ladies' Hairdresser and Manicurist, Lodge Buildings, Lambton Quay; all Hair Work; Combings made up; best materials; Telephone 1287. bbox=[690, 1141, 843, 1176]
ad-title: FREEZING SHEEP AND LAMBS. bbox=[524, 1166, 665, 1177]
